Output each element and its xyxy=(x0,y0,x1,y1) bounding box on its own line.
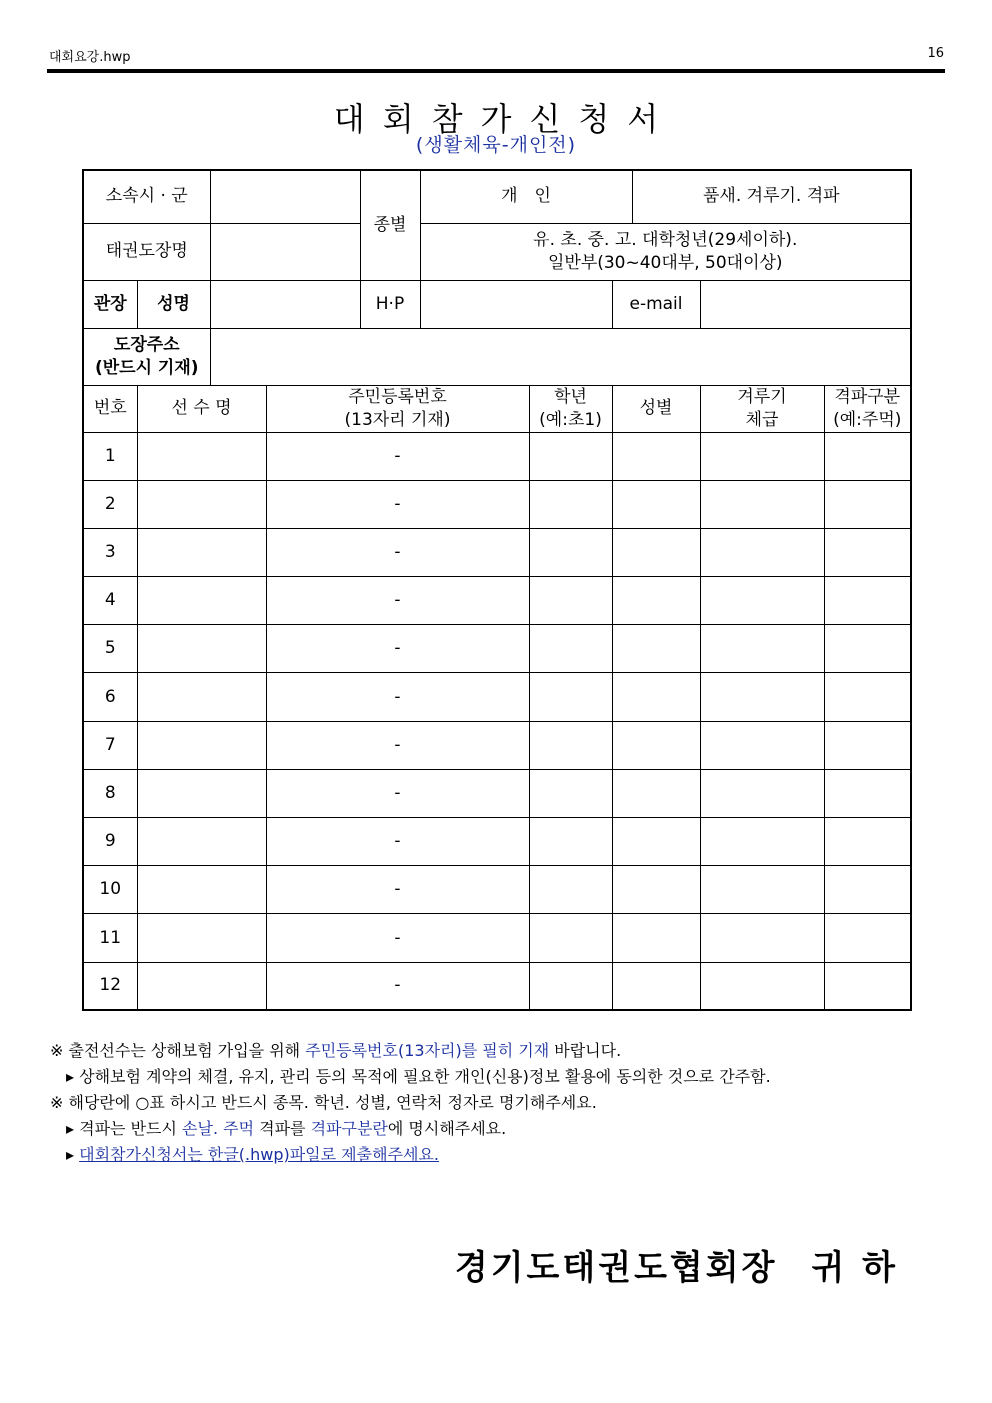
sparring-weight-input[interactable] xyxy=(700,721,824,769)
athlete-name-input[interactable] xyxy=(137,769,266,817)
breaking-type-input[interactable] xyxy=(824,721,911,769)
breaking-type-input[interactable] xyxy=(824,480,911,528)
row-number: 8 xyxy=(83,769,137,817)
note-5-link: 대회참가신청서는 한글(.hwp)파일로 제출해주세요. xyxy=(79,1145,440,1164)
email-label: e-mail xyxy=(612,280,700,328)
col-sparring-line-2: 체급 xyxy=(745,409,779,430)
note-1-prefix: ※ 출전선수는 상해보험 가입을 위해 xyxy=(50,1041,306,1060)
breaking-type-input[interactable] xyxy=(824,432,911,480)
athlete-row xyxy=(83,914,911,962)
breaking-type-input[interactable] xyxy=(824,962,911,1010)
closing-org: 경기도태권도협회장 xyxy=(454,1248,778,1288)
email-input[interactable] xyxy=(700,280,911,328)
gender-input[interactable] xyxy=(612,721,700,769)
col-breaking-line-1: 격파구분 xyxy=(834,386,901,407)
col-breaking-line-2: (예:주먹) xyxy=(833,409,902,430)
gender-input[interactable] xyxy=(612,577,700,625)
grade-input[interactable] xyxy=(529,721,612,769)
closing xyxy=(455,1240,898,1289)
note-5 xyxy=(50,1142,771,1168)
breaking-type-input[interactable] xyxy=(824,818,911,866)
athlete-name-input[interactable] xyxy=(137,528,266,576)
grade-input[interactable] xyxy=(529,432,612,480)
id-number-input[interactable]: - xyxy=(266,625,529,673)
note-4-mid: 격파를 xyxy=(254,1119,311,1138)
grade-input[interactable] xyxy=(529,769,612,817)
division-line-2: 일반부(30~40대부, 50대이상) xyxy=(547,252,783,273)
row-number: 5 xyxy=(83,625,137,673)
athlete-name-input[interactable] xyxy=(137,625,266,673)
grade-input[interactable] xyxy=(529,528,612,576)
col-id-number xyxy=(266,385,529,432)
gender-input[interactable] xyxy=(612,625,700,673)
grade-input[interactable] xyxy=(529,673,612,721)
athlete-name-input[interactable] xyxy=(137,818,266,866)
grade-input[interactable] xyxy=(529,866,612,914)
sparring-weight-input[interactable] xyxy=(700,769,824,817)
sparring-weight-input[interactable] xyxy=(700,528,824,576)
col-sparring-line-1: 겨루기 xyxy=(737,386,787,407)
note-4-prefix: ▸ 격파는 반드시 xyxy=(66,1119,183,1138)
row-number: 7 xyxy=(83,721,137,769)
note-1 xyxy=(50,1038,771,1064)
director-name-input[interactable] xyxy=(210,280,360,328)
col-grade-line-1: 학년 xyxy=(554,386,587,407)
column-header-row xyxy=(83,385,911,432)
name-label: 성명 xyxy=(137,280,210,328)
sparring-weight-input[interactable] xyxy=(700,866,824,914)
sparring-weight-input[interactable] xyxy=(700,432,824,480)
row-number: 12 xyxy=(83,962,137,1010)
id-number-input[interactable]: - xyxy=(266,962,529,1010)
breaking-type-input[interactable] xyxy=(824,769,911,817)
gym-input[interactable] xyxy=(210,223,360,280)
sparring-weight-input[interactable] xyxy=(700,577,824,625)
id-number-input[interactable]: - xyxy=(266,721,529,769)
note-3: ※ 해당란에 ○표 하시고 반드시 종목. 학년. 성별, 연락처 정자로 명기해주세요. xyxy=(50,1093,597,1112)
athlete-row xyxy=(83,721,911,769)
athlete-row xyxy=(83,866,911,914)
gender-input[interactable] xyxy=(612,673,700,721)
grade-input[interactable] xyxy=(529,577,612,625)
row-number: 9 xyxy=(83,818,137,866)
id-number-input[interactable]: - xyxy=(266,432,529,480)
note-2: ▸ 상해보험 계약의 체결, 유지, 관리 등의 목적에 필요한 개인(신용)정보 활용에 동의한 것으로 간주함. xyxy=(66,1067,771,1086)
athlete-name-input[interactable] xyxy=(137,866,266,914)
id-number-input[interactable]: - xyxy=(266,480,529,528)
application-form xyxy=(82,169,912,1011)
note-4 xyxy=(50,1116,771,1142)
col-athlete-name: 선 수 명 xyxy=(137,385,266,432)
division-options xyxy=(420,223,911,280)
breaking-type-input[interactable] xyxy=(824,625,911,673)
athlete-name-input[interactable] xyxy=(137,577,266,625)
event-label: 종별 xyxy=(360,170,420,280)
col-breaking xyxy=(824,385,911,432)
row-number: 11 xyxy=(83,914,137,962)
athlete-row xyxy=(83,528,911,576)
athlete-name-input[interactable] xyxy=(137,962,266,1010)
note-1-suffix: 바랍니다. xyxy=(549,1041,622,1060)
athlete-row xyxy=(83,673,911,721)
row-number: 4 xyxy=(83,577,137,625)
athlete-row xyxy=(83,577,911,625)
athlete-row xyxy=(83,432,911,480)
athlete-rows xyxy=(83,432,911,1010)
closing-honorific: 귀 하 xyxy=(811,1248,898,1288)
id-number-input[interactable]: - xyxy=(266,866,529,914)
gender-input[interactable] xyxy=(612,962,700,1010)
sparring-weight-input[interactable] xyxy=(700,914,824,962)
note-4-highlight-2: 격파구분란 xyxy=(310,1119,388,1138)
athlete-name-input[interactable] xyxy=(137,673,266,721)
sparring-weight-input[interactable] xyxy=(700,818,824,866)
form-title: 대회참가신청서 xyxy=(333,100,677,138)
address-label-line-1: 도장주소 xyxy=(113,334,180,355)
note-4-suffix: 에 명시해주세요. xyxy=(387,1119,507,1138)
id-number-input[interactable]: - xyxy=(266,914,529,962)
division-line-1: 유. 초. 중. 고. 대학청년(29세이하). xyxy=(533,229,798,250)
sparring-weight-input[interactable] xyxy=(700,625,824,673)
hp-input[interactable] xyxy=(420,280,612,328)
sparring-weight-input[interactable] xyxy=(700,673,824,721)
athlete-row xyxy=(83,480,911,528)
athlete-row xyxy=(83,818,911,866)
sparring-weight-input[interactable] xyxy=(700,480,824,528)
address-input[interactable] xyxy=(210,328,911,385)
header-filename: 대회요강.hwp xyxy=(49,50,131,65)
gender-input[interactable] xyxy=(612,528,700,576)
id-number-input[interactable]: - xyxy=(266,769,529,817)
sparring-weight-input[interactable] xyxy=(700,962,824,1010)
gender-input[interactable] xyxy=(612,432,700,480)
gender-input[interactable] xyxy=(612,480,700,528)
notes xyxy=(50,1038,771,1168)
header-rule xyxy=(47,69,945,73)
gender-input[interactable] xyxy=(612,818,700,866)
hp-label: H·P xyxy=(360,280,420,328)
row-number: 2 xyxy=(83,480,137,528)
athlete-name-input[interactable] xyxy=(137,480,266,528)
id-number-input[interactable]: - xyxy=(266,673,529,721)
breaking-type-input[interactable] xyxy=(824,673,911,721)
note-1-highlight: 주민등록번호(13자리)를 필히 기재 xyxy=(305,1041,550,1060)
director-label: 관장 xyxy=(83,280,137,328)
athlete-row xyxy=(83,962,911,1010)
breaking-type-input[interactable] xyxy=(824,914,911,962)
gym-label: 태권도장명 xyxy=(83,223,210,280)
gender-input[interactable] xyxy=(612,914,700,962)
individual-label: 개 인 xyxy=(420,170,632,223)
grade-input[interactable] xyxy=(529,962,612,1010)
gender-input[interactable] xyxy=(612,769,700,817)
athlete-name-input[interactable] xyxy=(137,721,266,769)
form-subtitle: (생활체육-개인전) xyxy=(415,134,577,156)
row-number: 6 xyxy=(83,673,137,721)
athlete-name-input[interactable] xyxy=(137,432,266,480)
grade-input[interactable] xyxy=(529,480,612,528)
note-4-highlight-1: 손날. 주먹 xyxy=(182,1119,255,1138)
address-label-line-2: (반드시 기재) xyxy=(94,357,199,378)
row-number: 3 xyxy=(83,528,137,576)
athlete-name-input[interactable] xyxy=(137,914,266,962)
breaking-type-input[interactable] xyxy=(824,577,911,625)
col-gender: 성별 xyxy=(612,385,700,432)
id-number-input[interactable]: - xyxy=(266,577,529,625)
row-number: 10 xyxy=(83,866,137,914)
address-label xyxy=(83,328,210,385)
athlete-row xyxy=(83,769,911,817)
page-number: 16 xyxy=(927,46,944,61)
grade-input[interactable] xyxy=(529,818,612,866)
col-id-number-line-1: 주민등록번호 xyxy=(348,386,447,407)
breaking-type-input[interactable] xyxy=(824,528,911,576)
athlete-row xyxy=(83,625,911,673)
id-number-input[interactable]: - xyxy=(266,818,529,866)
note-5-prefix: ▸ xyxy=(66,1145,80,1164)
breaking-type-input[interactable] xyxy=(824,866,911,914)
col-id-number-line-2: (13자리 기재) xyxy=(344,409,451,430)
row-number: 1 xyxy=(83,432,137,480)
city-label: 소속시 · 군 xyxy=(83,170,210,223)
grade-input[interactable] xyxy=(529,625,612,673)
col-number: 번호 xyxy=(83,385,137,432)
city-input[interactable] xyxy=(210,170,360,223)
grade-input[interactable] xyxy=(529,914,612,962)
gender-input[interactable] xyxy=(612,866,700,914)
categories-label: 품새. 겨루기. 격파 xyxy=(632,170,911,223)
col-grade-line-2: (예:초1) xyxy=(539,409,602,430)
col-sparring xyxy=(700,385,824,432)
id-number-input[interactable]: - xyxy=(266,528,529,576)
col-grade xyxy=(529,385,612,432)
